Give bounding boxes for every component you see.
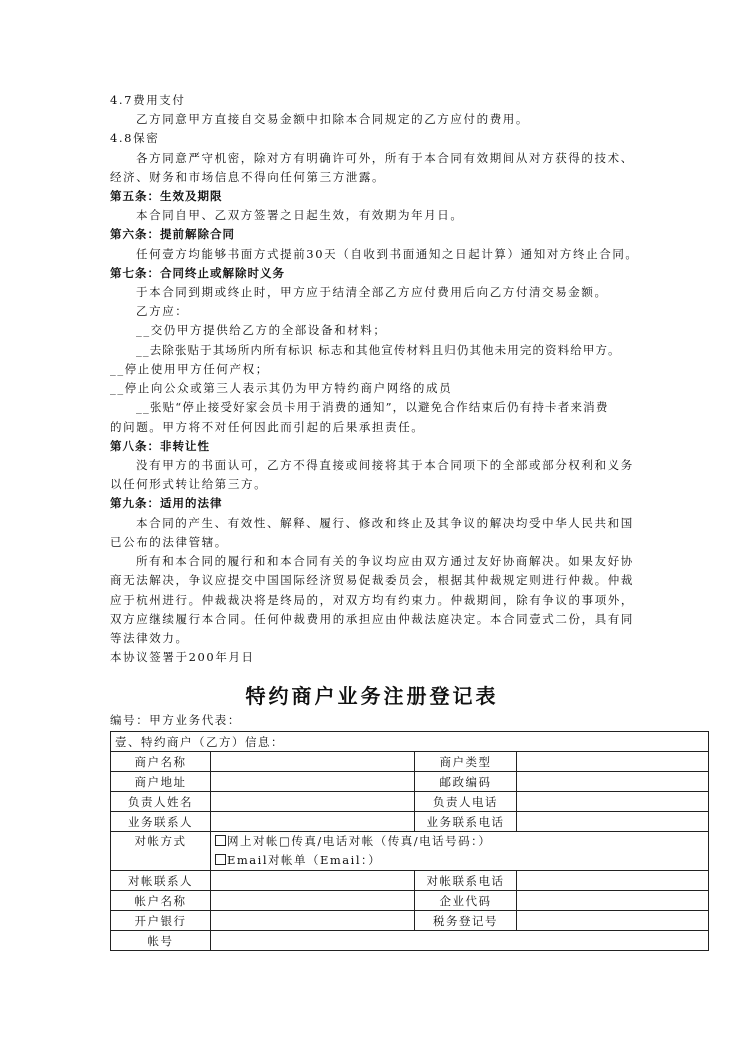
postal-code-field[interactable] (517, 772, 709, 792)
form-subtitle: 编号：甲方业务代表： (110, 713, 241, 727)
section-4-8-body-2: 经济、财务和市场信息不得向任何第三方泄露。 (110, 170, 386, 184)
recon-contact-field[interactable] (211, 871, 415, 891)
tax-registration-field[interactable] (517, 911, 709, 931)
manager-name-field[interactable] (211, 792, 415, 812)
article-8-body-1: 没有甲方的书面认可，乙方不得直接或间接将其于本合同项下的全部或部分权利和义务 (136, 458, 634, 472)
article-6-title: 第六条：提前解除合同 (110, 227, 235, 241)
table-row (111, 911, 709, 931)
article-9-body-4: 商无法解决，争议应提交中国国际经济贸易促裁委员会，根据其仲裁规定则进行仲裁。仲裁 (110, 573, 634, 587)
method-line-2-text: Email对帐单（Email：） (227, 853, 382, 867)
bank-field[interactable] (211, 911, 415, 931)
business-contact-field[interactable] (211, 812, 415, 832)
business-phone-label: 业务联系电话 (415, 812, 517, 832)
manager-phone-label: 负责人电话 (415, 792, 517, 812)
article-5-title: 第五条：生效及期限 (110, 189, 223, 203)
article-7-item-4-text: 停止向公众或第三人表示其仍为甲方特约商户网络的成员 (124, 381, 453, 395)
form-title: 特约商户业务注册登记表 (245, 684, 499, 708)
signing-date: 本协议签署于200年月日 (110, 650, 255, 664)
article-9-body-6: 双方应继续履行本合同。任何仲裁费用的承担应由仲裁法庭决定。本合同壹式二份，具有同 (110, 612, 634, 626)
account-name-label: 帐户名称 (111, 891, 211, 911)
manager-name-label: 负责人姓名 (111, 792, 211, 812)
article-9-body-7: 等法律效力。 (110, 631, 189, 645)
article-7-item-5: __张贴“停止接受好家会员卡用于消费的通知”，以避免合作结束后仍有持卡者来消费 (136, 400, 609, 414)
article-7-item-5-cont: 的问题。甲方将不对任何因此而引起的后果承担责任。 (110, 420, 425, 434)
table-row (111, 931, 709, 951)
article-7-item-2: __去除张贴于其场所内所有标识 标志和其他宣传材料且归仍其他未用完的资料给甲方。 (136, 343, 621, 357)
article-9-body-1: 本合同的产生、有效性、解释、履行、修改和终止及其争议的解决均受中华人民共和国 (136, 516, 634, 530)
merchant-name-field[interactable] (211, 752, 415, 772)
table-row (111, 772, 709, 792)
enterprise-code-field[interactable] (517, 891, 709, 911)
article-8-title: 第八条：非转让性 (110, 439, 210, 453)
email-checkbox[interactable] (215, 854, 226, 865)
account-number-field[interactable] (211, 931, 709, 951)
article-7-item-5-text: 张贴“停止接受好家会员卡用于消费的通知”，以避免合作结束后仍有持卡者来消费 (149, 400, 609, 414)
section-4-7-title: 4.7费用支付 (110, 93, 186, 107)
article-7-item-3: __停止使用甲方任何产权； (110, 362, 269, 376)
table-row (111, 792, 709, 812)
merchant-type-label: 商户类型 (415, 752, 517, 772)
article-9-body-5: 应于杭州进行。仲裁裁决将是终局的，对双方均有约束力。仲裁期间，除有争议的事项外， (110, 593, 634, 607)
section-4-8-title: 4.8保密 (110, 131, 160, 145)
account-name-field[interactable] (211, 891, 415, 911)
article-7-item-1: __交仍甲方提供给乙方的全部设备和材料； (136, 323, 387, 337)
recon-phone-label: 对帐联系电话 (415, 871, 517, 891)
article-9-body-2: 已公布的法律管辖。 (110, 535, 228, 549)
table-row (111, 752, 709, 772)
article-9-title: 第九条：适用的法律 (110, 496, 223, 510)
article-7-item-3-text: 停止使用甲方任何产权； (124, 362, 269, 376)
article-8-body-2: 以任何形式转让给第三方。 (110, 477, 268, 491)
article-7-title: 第七条：合同终止或解除时义务 (110, 266, 285, 280)
table-row (111, 812, 709, 832)
method-line-1 (215, 832, 704, 851)
online-checkbox[interactable] (215, 835, 226, 846)
article-7-body-1: 于本合同到期或终止时，甲方应于结清全部乙方应付费用后向乙方付清交易金额。 (136, 285, 608, 299)
article-9-body-3: 所有和本合同的履行和和本合同有关的争议均应由双方通过友好协商解决。如果友好协 (136, 554, 634, 568)
reconciliation-method-label: 对帐方式 (111, 832, 211, 871)
section-4-7-body: 乙方同意甲方直接自交易金额中扣除本合同规定的乙方应付的费用。 (136, 112, 529, 126)
article-5-body: 本合同自甲、乙双方签署之日起生效，有效期为年月日。 (136, 208, 464, 222)
article-7-body-2: 乙方应： (136, 304, 189, 318)
section-header: 壹、特约商户（乙方）信息： (111, 732, 709, 752)
business-phone-field[interactable] (517, 812, 709, 832)
enterprise-code-label: 企业代码 (415, 891, 517, 911)
merchant-type-field[interactable] (517, 752, 709, 772)
account-number-label: 帐号 (111, 931, 211, 951)
method-line-2 (215, 851, 704, 870)
article-7-item-2-text: 去除张贴于其场所内所有标识 标志和其他宣传材料且归仍其他未用完的资料给甲方。 (149, 343, 621, 357)
table-row (111, 871, 709, 891)
table-row (111, 891, 709, 911)
merchant-address-label: 商户地址 (111, 772, 211, 792)
article-7-item-4: __停止向公众或第三人表示其仍为甲方特约商户网络的成员 (110, 381, 453, 395)
business-contact-label: 业务联系人 (111, 812, 211, 832)
reconciliation-method-options (211, 832, 709, 871)
tax-registration-label: 税务登记号 (415, 911, 517, 931)
merchant-address-field[interactable] (211, 772, 415, 792)
bank-label: 开户银行 (111, 911, 211, 931)
recon-phone-field[interactable] (517, 871, 709, 891)
manager-phone-field[interactable] (517, 792, 709, 812)
registration-table (110, 731, 709, 951)
table-row (111, 832, 709, 871)
merchant-name-label: 商户名称 (111, 752, 211, 772)
method-line-1-text: 网上对帐□传真/电话对帐（传真/电话号码：） (227, 834, 492, 848)
postal-code-label: 邮政编码 (415, 772, 517, 792)
article-6-body: 任何壹方均能够书面方式提前30天（自收到书面通知之日起计算）通知对方终止合同。 (136, 247, 639, 261)
article-7-item-1-text: 交仍甲方提供给乙方的全部设备和材料； (150, 323, 387, 337)
section-4-8-body-1: 各方同意严守机密，除对方有明确许可外，所有于本合同有效期间从对方获得的技术、 (136, 151, 634, 165)
recon-contact-label: 对帐联系人 (111, 871, 211, 891)
